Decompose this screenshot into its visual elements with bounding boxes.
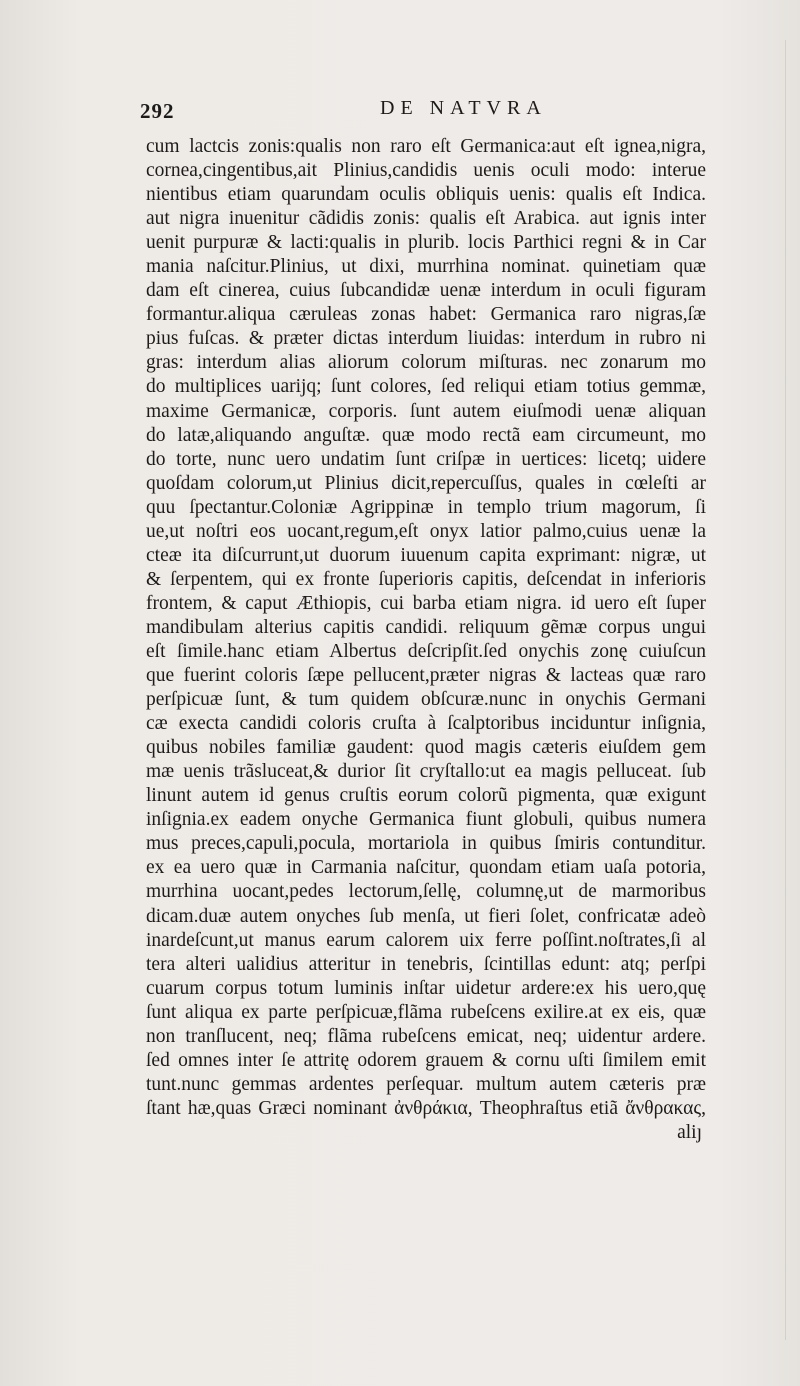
text-line: murrhina uocant,pedes lectorum,ſellę, columnę,ut de marmoribus — [146, 881, 706, 903]
text-line: dicam.duæ autem onyches ſub menſa, ut fieri ſolet, confricatæ adeò — [146, 905, 706, 927]
text-line: aut nigra inuenitur cãdidis zonis: qualis eſt Arabica. aut ignis inter — [146, 208, 706, 230]
text-line: quoſdam colorum,ut Plinius dicit,repercuſſus, quales in cœleſti ar — [146, 472, 706, 494]
text-line: do multiplices uarijq; ſunt colores, ſed reliqui etiam totius gemmæ, — [146, 376, 706, 398]
text-line: frontem, & caput Æthiopis, cui barba etiam nigra. id uero eſt ſuper — [146, 592, 706, 614]
text-line: linunt autem id genus cruſtis eorum colorũ pigmenta, quæ exigunt — [146, 785, 706, 807]
text-line: formantur.aliqua cæruleas zonas habet: Germanica raro nigras,ſæ — [146, 304, 706, 326]
text-line: mandibulam alterius capitis candidi. reliquum gẽmæ corpus ungui — [146, 616, 706, 638]
text-line: cteæ ita diſcurrunt,ut duorum iuuenum capita exprimant: nigræ, ut — [146, 544, 706, 566]
text-line: cum lactcis zonis:qualis non raro eſt Germanica:aut eſt ignea,nigra, — [146, 136, 706, 157]
text-line: cuarum corpus totum luminis inſtar uidetur ardere:ex his uero,quę — [146, 977, 706, 999]
body-text — [146, 135, 706, 1145]
text-line: ſtant hæ,quas Græci nominant ἀνθράκια, Theophraſtus etiã ἄνθρακας, — [146, 1097, 706, 1119]
text-line: cæ execta candidi coloris cruſta à ſcalptoribus inciduntur inſignia, — [146, 713, 706, 735]
text-line: do latæ,aliquando anguſtæ. quæ modo rectã eam circumeunt, mo — [146, 424, 706, 446]
text-line: perſpicuæ ſunt, & tum quidem obſcuræ.nunc in onychis Germani — [146, 689, 706, 711]
text-line: que fuerint coloris ſæpe pellucent,præter nigras & lacteas quæ raro — [146, 665, 706, 687]
text-line: non tranſlucent, neq; flãma rubeſcens emicat, neq; uidentur ardere. — [146, 1025, 706, 1047]
catchword: aliȷ — [677, 1121, 702, 1143]
page-header — [140, 93, 700, 125]
text-line: do torte, nunc uero undatim ſunt criſpæ in uertices: licetq; uidere — [146, 448, 706, 470]
text-line: gras: interdum alias aliorum colorum miſturas. nec zonarum mo — [146, 352, 706, 374]
text-line: ſunt aliqua ex parte perſpicuæ,flãma rubeſcens exilire.at ex eis, quæ — [146, 1001, 706, 1023]
text-line: ſed omnes inter ſe attritę odorem grauem & cornu uſti ſimilem emit — [146, 1049, 706, 1071]
text-line: inſignia.ex eadem onyche Germanica fiunt globuli, quibus numera — [146, 809, 706, 831]
text-line: ex ea uero quæ in Carmania naſcitur, quondam etiam uaſa potoria, — [146, 857, 706, 879]
text-line: mæ uenis trãsluceat,& durior ſit cryſtallo:ut ea magis pelluceat. ſub — [146, 761, 706, 783]
folio-number: 292 — [140, 99, 175, 123]
page-edge-shadow — [785, 40, 786, 1340]
text-line: mania naſcitur.Plinius, ut dixi, murrhina nominat. quinetiam quæ — [146, 256, 706, 278]
text-line: uenit purpuræ & lacti:qualis in plurib. locis Parthici regni & in Car — [146, 232, 706, 254]
text-line: pius fuſcas. & præter dictas interdum liuidas: interdum in rubro ni — [146, 328, 706, 350]
text-line: inardeſcunt,ut manus earum calorem uix ferre poſſint.noſtrates,ſi al — [146, 929, 706, 951]
text-line: maxime Germanicæ, corporis. ſunt autem eiuſmodi uenæ aliquan — [146, 400, 706, 422]
text-line: cornea,cingentibus,ait Plinius,candidis uenis oculi modo: interue — [146, 160, 706, 182]
text-line: ue,ut noſtri eos uocant,regum,eſt onyx latior palmo,cuius uenæ la — [146, 520, 706, 542]
text-line: tera alteri ualidius atteritur in tenebris, ſcintillas edunt: atq; perſpi — [146, 953, 706, 975]
text-line: quibus nobiles familiæ gaudent: quod magis cæteris eiuſdem gem — [146, 737, 706, 759]
text-line: quu ſpectantur.Coloniæ Agrippinæ in templo trium magorum, ſi — [146, 496, 706, 518]
text-line: nientibus etiam quarundam oculis obliquis uenis: qualis eſt Indica. — [146, 184, 706, 206]
text-line: tunt.nunc gemmas ardentes perſequar. multum autem cæteris præ — [146, 1073, 706, 1095]
running-title: DE NATVRA — [380, 97, 547, 119]
text-line: eſt ſimile.hanc etiam Albertus deſcripſit.ſed onychis zonę cuiuſcun — [146, 640, 706, 662]
text-line: dam eſt cinerea, cuius ſubcandidæ uenæ interdum in oculi figuram — [146, 280, 706, 302]
text-line: & ſerpentem, qui ex fronte ſuperioris capitis, deſcendat in inferioris — [146, 568, 706, 590]
text-line: mus preces,capuli,pocula, mortariola in quibus ſmiris contunditur. — [146, 833, 706, 855]
